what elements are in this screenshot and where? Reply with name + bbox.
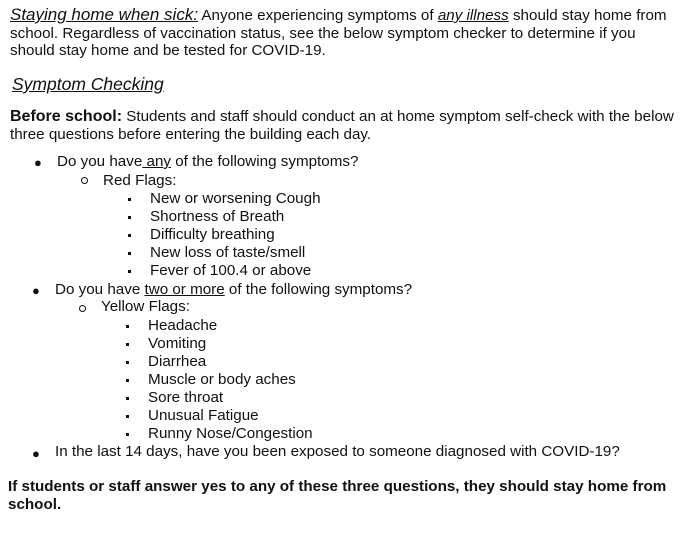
circle-bullet-icon [79, 305, 86, 312]
yellow-flags-label: Yellow Flags: [101, 298, 190, 315]
yellow-flag-item: Muscle or body aches [148, 371, 296, 388]
yellow-flag-item: Headache [148, 317, 218, 334]
question-1: Do you have any of the following symptoms? [57, 153, 359, 170]
intro-text-1: Anyone experiencing symptoms of [198, 7, 438, 24]
intro-text-2: should stay home from school. Regardless of vaccination status, see the below symptom checker to determine if you should stay home and be tested for COVID-19. [10, 7, 667, 59]
square-bullet-icon [128, 216, 131, 219]
square-bullet-icon [126, 379, 129, 382]
red-flag-item: Difficulty breathing [150, 226, 275, 243]
square-bullet-icon [126, 415, 129, 418]
section-title: Symptom Checking [12, 74, 164, 94]
yellow-flag-item: Diarrhea [148, 353, 207, 370]
square-bullet-icon [126, 343, 129, 346]
before-school-text: Students and staff should conduct an at home symptom self-check with the below three questions before entering the building each day. [10, 108, 674, 143]
yellow-flag-item: Vomiting [148, 335, 207, 352]
intro-paragraph [10, 6, 680, 60]
square-bullet-icon [126, 397, 129, 400]
square-bullet-icon [126, 361, 129, 364]
before-school-paragraph [10, 108, 680, 144]
circle-bullet-icon [81, 177, 88, 184]
conclusion-text: If students or staff answer yes to any of these three questions, they should stay home from school. [8, 478, 667, 513]
bullet-icon: ● [34, 155, 42, 170]
square-bullet-icon [128, 198, 131, 201]
square-bullet-icon [126, 433, 129, 436]
red-flag-item: Shortness of Breath [150, 208, 285, 225]
before-school-lead: Before school: [10, 108, 123, 125]
intro-lead: Staying home when sick: [10, 5, 199, 24]
square-bullet-icon [128, 234, 131, 237]
bullet-icon: ● [32, 446, 40, 461]
square-bullet-icon [126, 325, 129, 328]
red-flags-label: Red Flags: [103, 172, 177, 189]
red-flag-item: Fever of 100.4 or above [150, 262, 312, 279]
red-flag-item: New or worsening Cough [150, 190, 321, 207]
square-bullet-icon [128, 270, 131, 273]
question-2: Do you have two or more of the following symptoms? [55, 281, 413, 298]
red-flag-item: New loss of taste/smell [150, 244, 306, 261]
question-3: In the last 14 days, have you been exposed to someone diagnosed with COVID-19? [55, 443, 620, 460]
yellow-flag-item: Runny Nose/Congestion [148, 425, 313, 442]
yellow-flag-item: Sore throat [148, 389, 224, 406]
square-bullet-icon [128, 252, 131, 255]
bullet-icon: ● [32, 283, 40, 298]
yellow-flag-item: Unusual Fatigue [148, 407, 259, 424]
intro-emphasis: any illness [437, 7, 509, 24]
